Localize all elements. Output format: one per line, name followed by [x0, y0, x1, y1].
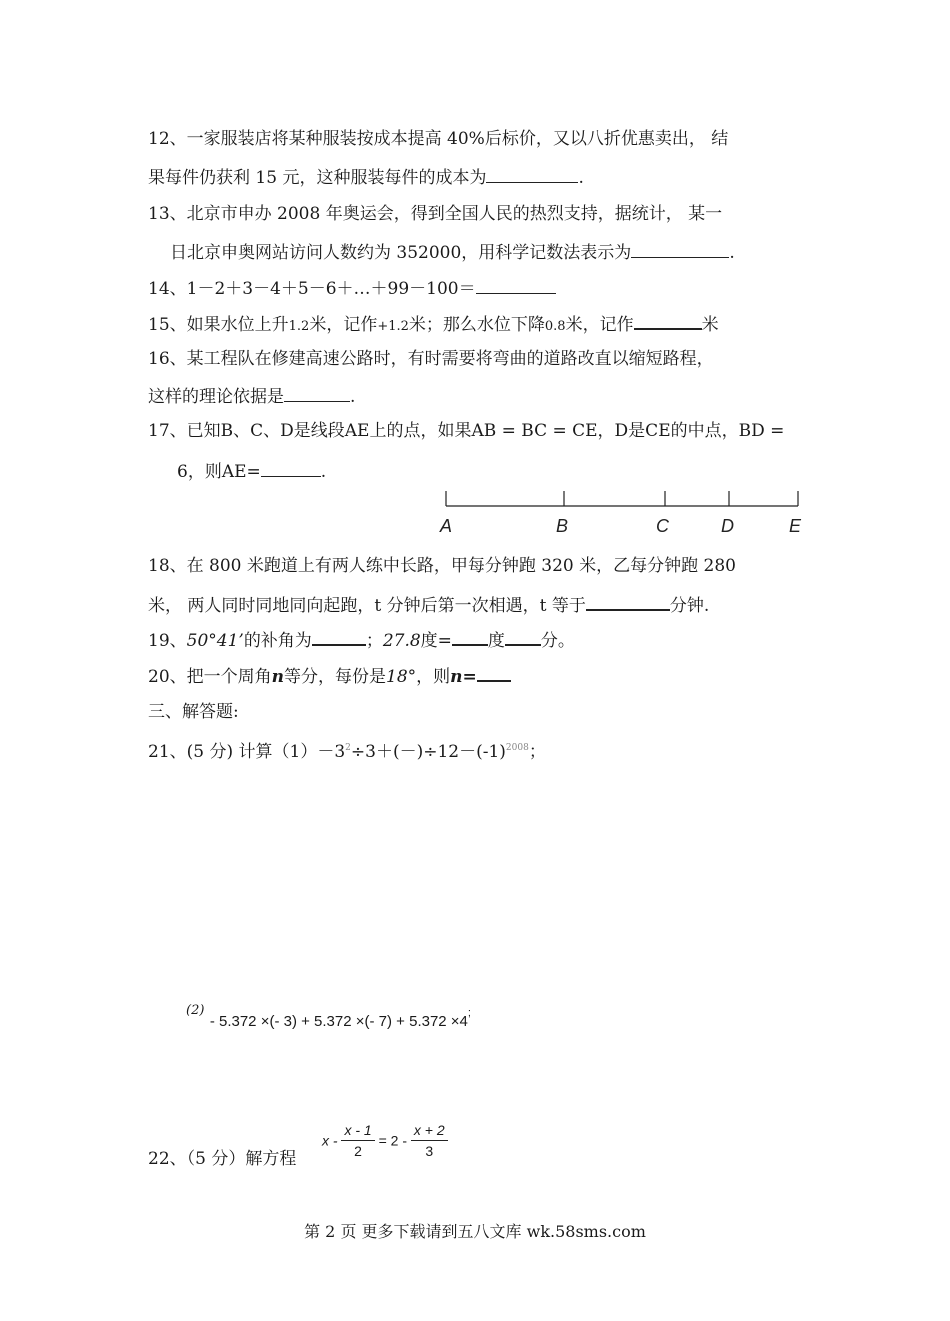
q20-n: n: [271, 667, 285, 687]
q15-text-1: 15、如果水位上升: [148, 315, 289, 335]
q19-text-6: 分。: [540, 631, 575, 651]
q15-text-2: 米，记作: [309, 315, 378, 335]
q13-text: 日北京申奥网站访问人数约为 352000，用科学记数法表示为: [170, 243, 632, 263]
q18-end: 分钟.: [669, 596, 710, 616]
point-label-b: B: [556, 516, 569, 536]
q19-text-5: 度: [487, 631, 505, 651]
q15-value-3: 0.8: [544, 319, 566, 334]
q22-numerator-2: x + 2: [411, 1122, 448, 1141]
q12-answer-blank: [486, 166, 578, 183]
q16-end: .: [350, 387, 356, 407]
q12-line2: [148, 166, 584, 189]
q21-line: [148, 737, 546, 763]
q12-text: 果每件仍获利 15 元，这种服装每件的成本为: [148, 168, 487, 188]
q19-text-3: ；: [365, 631, 383, 651]
q21-sup-2: 2: [345, 743, 351, 753]
q22-equation: [322, 1122, 448, 1159]
q17-line1: 17、已知B、C、D是线段AE上的点，如果AB = BC = CE，D是CE的中点，BD =: [148, 421, 785, 441]
q13-end: .: [729, 243, 735, 263]
q21-text-1: 21、(5 分) 计算（1）－3: [148, 742, 346, 762]
q19-text-2: 的补角为: [243, 631, 312, 651]
q16-answer-blank: [284, 385, 350, 402]
q19-line: [148, 628, 575, 652]
q20-text-1: 20、把一个周角: [148, 667, 272, 687]
q21-sup-2008: 2008: [505, 743, 529, 753]
q18-line1: 18、在 800 米跑道上有两人练中长路，甲每分钟跑 320 米，乙每分钟跑 280: [148, 556, 736, 576]
q22-fraction-2: [411, 1122, 448, 1159]
q20-line: [148, 664, 511, 688]
q18-line2: [148, 593, 709, 617]
q15-answer-blank: [634, 312, 702, 330]
q16-line2: [148, 385, 355, 408]
q14-answer-blank: [476, 277, 556, 294]
q22-denominator-1: 2: [354, 1143, 362, 1159]
q15-text-4: 米，记作: [565, 315, 634, 335]
q19-degree-value: 27.8: [382, 631, 421, 651]
q22-fraction-1: [341, 1122, 374, 1159]
q17-answer-blank: [261, 460, 321, 477]
q15-value-2: +1.2: [377, 319, 409, 334]
point-label-c: C: [656, 516, 669, 536]
q18-text: 米， 两人同时同地同向起跑，t 分钟后第一次相遇，t 等于: [148, 596, 586, 616]
page-footer: 第 2 页 更多下载请到五八文库 wk.58sms.com: [304, 1222, 646, 1241]
q21-text-2: ÷3＋(－)÷12－(-1): [350, 742, 506, 762]
q13-line2: [170, 241, 735, 264]
q18-answer-blank: [586, 593, 670, 611]
q21-text-3: ；: [528, 742, 546, 762]
q22-denominator-2: 3: [425, 1143, 434, 1159]
q20-text-2: 等分，每份是: [284, 667, 387, 687]
q15-text-3: 米；那么水位下降: [408, 315, 545, 335]
q20-answer-blank: [477, 664, 511, 682]
q21-part2: [186, 1000, 471, 1033]
q12-end: .: [578, 168, 584, 188]
point-label-d: D: [721, 516, 734, 536]
segment-diagram: [430, 486, 820, 542]
q22-numerator-1: x - 1: [341, 1122, 374, 1141]
q19-answer-blank-2: [452, 628, 488, 646]
point-label-e: E: [789, 516, 802, 536]
q13-line1: 13、北京市申办 2008 年奥运会，得到全国人民的热烈支持，据统计， 某一: [148, 204, 723, 224]
q21-part2-expression: - 5.372 ×(- 3) + 5.372 ×(- 7) + 5.372 ×4: [209, 1013, 468, 1030]
q14-line: [148, 277, 556, 300]
point-label-a: A: [440, 516, 453, 536]
q15-value-1: 1.2: [288, 319, 310, 334]
q19-text-4: 度=: [420, 631, 452, 651]
q21-part2-label: (2): [186, 1003, 205, 1018]
q19-answer-blank-3: [505, 628, 541, 646]
q16-text: 这样的理论依据是: [148, 387, 284, 407]
q15-text-5: 米: [701, 315, 719, 335]
q14-text: 14、1－2＋3－4＋5－6＋…＋99－100＝: [148, 279, 476, 299]
q21-part2-end: ;: [467, 1007, 471, 1019]
q22-text: 22、（5 分）解方程: [148, 1149, 297, 1169]
q19-text-1: 19、: [148, 631, 187, 651]
q22-middle: = 2 -: [378, 1132, 407, 1149]
q20-degree: 18°: [386, 667, 417, 687]
q20-text-3: ，则: [416, 667, 451, 687]
q19-answer-blank-1: [312, 628, 366, 646]
section-heading: 三、解答题:: [148, 702, 239, 722]
q13-answer-blank: [631, 241, 729, 258]
q20-n-equals: n=: [450, 667, 477, 687]
q12-line1: 12、一家服装店将某种服装按成本提高 40%后标价，又以八折优惠卖出， 结: [148, 129, 729, 149]
q16-line1: 16、某工程队在修建高速公路时，有时需要将弯曲的道路改直以缩短路程，: [148, 349, 714, 369]
q22-x: x -: [322, 1132, 338, 1149]
q17-line2: [177, 460, 326, 483]
q19-angle: 50°41’: [186, 631, 244, 651]
q17-end: .: [320, 462, 327, 482]
q15-line: [148, 312, 719, 338]
q17-text: 6，则AE=: [177, 462, 261, 482]
